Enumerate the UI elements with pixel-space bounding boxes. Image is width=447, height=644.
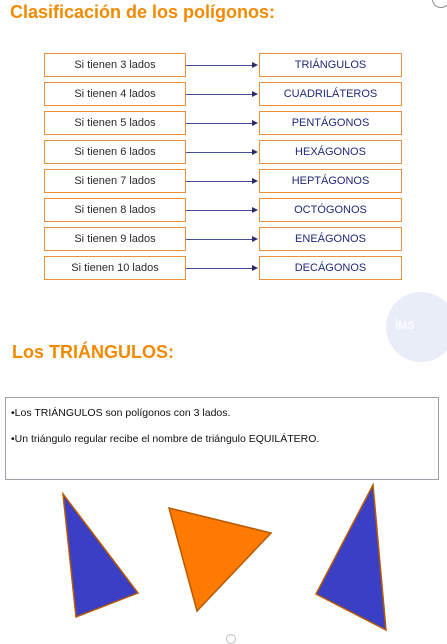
logo-watermark-text: ÌMS xyxy=(395,320,415,332)
info-line-2: •Un triángulo regular recibe el nombre de triángulo EQUILÁTERO. xyxy=(11,433,320,445)
info-line-1: •Los TRIÁNGULOS son polígonos con 3 lados. xyxy=(11,407,231,419)
sides-box: Si tienen 9 lados xyxy=(44,227,186,251)
blue-triangle-left xyxy=(63,494,138,617)
sides-box: Si tienen 3 lados xyxy=(44,53,186,77)
orange-triangle-center xyxy=(169,508,271,611)
polygon-name-box: PENTÁGONOS xyxy=(259,111,402,135)
polygon-name-box: HEXÁGONOS xyxy=(259,140,402,164)
page-title: Clasificación de los polígonos: xyxy=(10,2,276,22)
section-title: Los TRIÁNGULOS: xyxy=(12,342,174,362)
polygon-name-box: CUADRILÁTEROS xyxy=(259,82,402,106)
bottom-mark-icon xyxy=(226,634,236,644)
sides-box: Si tienen 8 lados xyxy=(44,198,186,222)
sides-box: Si tienen 4 lados xyxy=(44,82,186,106)
polygon-name-box: DECÁGONOS xyxy=(259,256,402,280)
polygon-name-box: TRIÁNGULOS xyxy=(259,53,402,77)
sides-box: Si tienen 7 lados xyxy=(44,169,186,193)
polygon-name-box: OCTÓGONOS xyxy=(259,198,402,222)
sides-box: Si tienen 6 lados xyxy=(44,140,186,164)
blue-triangle-right xyxy=(316,485,386,630)
polygon-name-box: ENEÁGONOS xyxy=(259,227,402,251)
polygon-name-box: HEPTÁGONOS xyxy=(259,169,402,193)
sides-box: Si tienen 5 lados xyxy=(44,111,186,135)
sides-box: Si tienen 10 lados xyxy=(44,256,186,280)
